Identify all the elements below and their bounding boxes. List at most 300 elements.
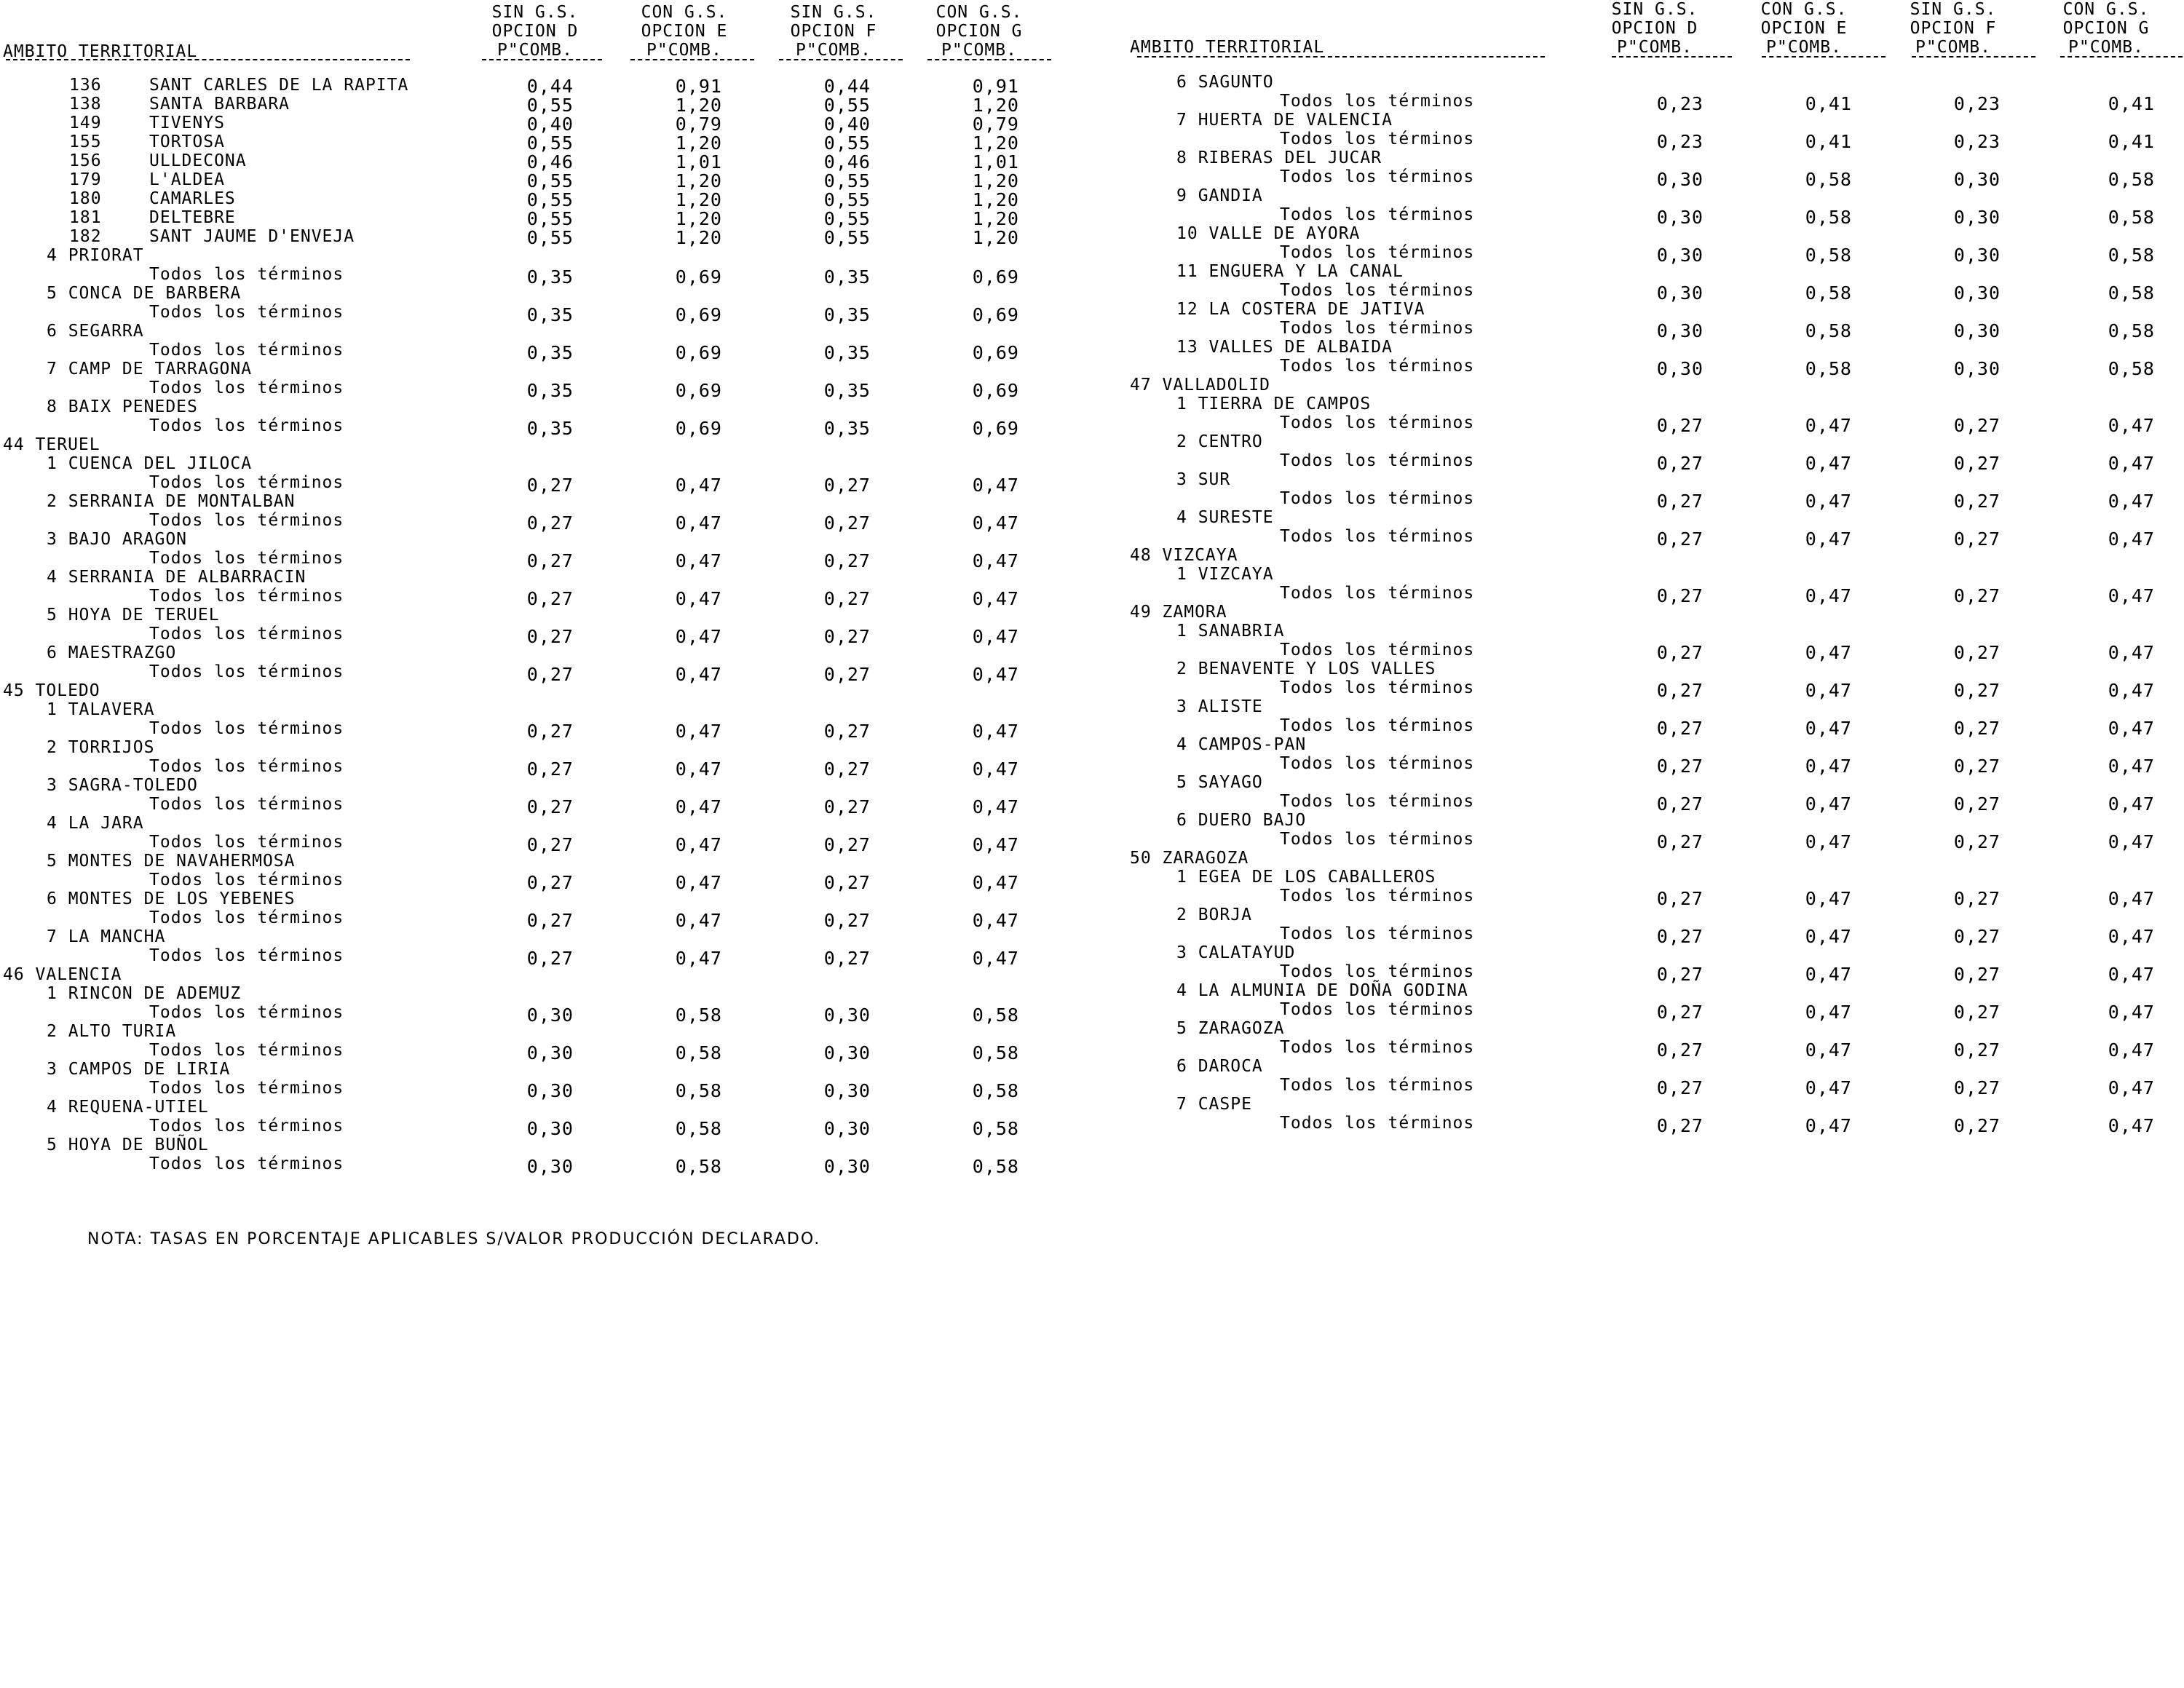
term-label: Todos los términos bbox=[1280, 1038, 1475, 1057]
table-row bbox=[0, 908, 1085, 931]
rate-cell-g: 0,47 bbox=[2108, 1039, 2155, 1061]
comarca-label: 2 CENTRO bbox=[1176, 432, 1263, 451]
term-label: Todos los términos bbox=[1280, 754, 1475, 773]
term-label: Todos los términos bbox=[1280, 281, 1475, 300]
table-row bbox=[0, 871, 1085, 893]
ambito-header: AMBITO TERRITORIAL bbox=[1130, 38, 1325, 57]
col-header-f: SIN G.S. OPCION F P"COMB. bbox=[1910, 0, 1997, 57]
rate-cell-d: 0,27 bbox=[526, 664, 574, 685]
rate-cell-f: 0,23 bbox=[1953, 93, 2001, 114]
comarca-row bbox=[0, 927, 1085, 946]
table-row bbox=[1127, 413, 2184, 436]
rate-cell-e: 0,58 bbox=[1805, 358, 1852, 379]
rate-cell-g: 0,58 bbox=[972, 1156, 1019, 1177]
rate-cell-e: 0,47 bbox=[1805, 964, 1852, 985]
table-row bbox=[1127, 205, 2184, 228]
comarca-label: 1 EGEA DE LOS CABALLEROS bbox=[1176, 868, 1436, 887]
rate-cell-g: 0,47 bbox=[2108, 888, 2155, 909]
rate-cell-f: 0,27 bbox=[1953, 718, 2001, 739]
comarca-label: 1 SANABRIA bbox=[1176, 622, 1285, 641]
term-label: Todos los términos bbox=[149, 1079, 344, 1098]
table-row bbox=[0, 625, 1085, 647]
rate-cell-d: 0,27 bbox=[1656, 528, 1704, 550]
rate-cell-g: 0,47 bbox=[2108, 642, 2155, 663]
rate-cell-f: 0,27 bbox=[1953, 1039, 2001, 1061]
table-row bbox=[0, 379, 1085, 401]
rate-cell-f: 0,27 bbox=[1953, 680, 2001, 701]
rate-cell-d: 0,27 bbox=[526, 512, 574, 534]
rate-cell-e: 0,69 bbox=[675, 418, 722, 439]
rate-cell-f: 0,30 bbox=[823, 1080, 871, 1101]
comarca-label: 7 HUERTA DE VALENCIA bbox=[1176, 111, 1393, 130]
comarca-row bbox=[1127, 432, 2184, 451]
rate-cell-e: 0,47 bbox=[675, 948, 722, 969]
rate-cell-f: 0,27 bbox=[1953, 831, 2001, 852]
comarca-label: 1 TALAVERA bbox=[47, 700, 155, 719]
comarca-label: 4 PRIORAT bbox=[47, 246, 144, 265]
rate-cell-e: 0,47 bbox=[675, 758, 722, 780]
right-table bbox=[1127, 0, 2184, 1136]
rate-cell-d: 0,27 bbox=[1656, 718, 1704, 739]
comarca-label: 5 HOYA DE BUÑOL bbox=[47, 1136, 209, 1154]
province-row bbox=[1127, 849, 2184, 868]
term-label: CAMARLES bbox=[149, 189, 236, 208]
rate-cell-g: 0,47 bbox=[972, 834, 1019, 855]
header-rule bbox=[482, 59, 602, 60]
comarca-label: 6 MONTES DE LOS YEBENES bbox=[47, 889, 296, 908]
rate-cell-f: 0,27 bbox=[823, 664, 871, 685]
comarca-label: 5 MONTES DE NAVAHERMOSA bbox=[47, 852, 296, 871]
term-label: L'ALDEA bbox=[149, 170, 225, 189]
rate-cell-e: 0,47 bbox=[1805, 415, 1852, 436]
rate-cell-e: 1,20 bbox=[675, 95, 722, 116]
province-label: 45 TOLEDO bbox=[3, 681, 100, 700]
term-label: Todos los términos bbox=[1280, 924, 1475, 943]
rate-cell-d: 0,27 bbox=[1656, 1077, 1704, 1098]
comarca-label: 2 TORRIJOS bbox=[47, 738, 155, 757]
rate-cell-g: 1,20 bbox=[972, 132, 1019, 154]
rate-cell-d: 0,27 bbox=[1656, 831, 1704, 852]
term-label: Todos los términos bbox=[149, 416, 344, 435]
rate-cell-d: 0,30 bbox=[1656, 169, 1704, 190]
table-row bbox=[0, 265, 1085, 288]
comarca-label: 1 RINCON DE ADEMUZ bbox=[47, 984, 242, 1003]
rate-cell-e: 1,20 bbox=[675, 170, 722, 191]
table-row bbox=[1127, 357, 2184, 379]
municipio-code: 179 bbox=[69, 170, 102, 189]
rate-cell-e: 0,47 bbox=[1805, 756, 1852, 777]
term-label: Todos los términos bbox=[149, 795, 344, 814]
rate-cell-e: 0,91 bbox=[675, 76, 722, 97]
table-row bbox=[0, 662, 1085, 685]
comarca-label: 2 ALTO TURIA bbox=[47, 1022, 177, 1041]
comarca-label: 6 MAESTRAZGO bbox=[47, 643, 177, 662]
comarca-row bbox=[0, 606, 1085, 625]
comarca-row bbox=[1127, 148, 2184, 167]
table-row bbox=[0, 95, 1085, 114]
rate-cell-d: 0,27 bbox=[1656, 642, 1704, 663]
rate-cell-e: 0,47 bbox=[675, 550, 722, 571]
comarca-row bbox=[1127, 262, 2184, 281]
header-rule bbox=[779, 59, 903, 60]
rate-cell-g: 1,20 bbox=[972, 170, 1019, 191]
table-row bbox=[1127, 243, 2184, 266]
term-label: Todos los términos bbox=[1280, 413, 1475, 432]
comarca-label: 3 ALISTE bbox=[1176, 697, 1263, 716]
rate-cell-e: 0,47 bbox=[675, 588, 722, 609]
table-row bbox=[1127, 887, 2184, 909]
comarca-label: 3 BAJO ARAGON bbox=[47, 530, 188, 549]
comarca-row bbox=[0, 776, 1085, 795]
rate-cell-e: 0,69 bbox=[675, 380, 722, 401]
comarca-row bbox=[1127, 73, 2184, 92]
rate-cell-g: 0,47 bbox=[2108, 1002, 2155, 1023]
rate-cell-e: 0,58 bbox=[675, 1118, 722, 1139]
comarca-label: 2 BENAVENTE Y LOS VALLES bbox=[1176, 659, 1436, 678]
rate-cell-g: 0,47 bbox=[2108, 964, 2155, 985]
rate-cell-d: 0,55 bbox=[526, 208, 574, 229]
table-row bbox=[1127, 830, 2184, 852]
rate-cell-g: 0,47 bbox=[2108, 415, 2155, 436]
province-row bbox=[0, 435, 1085, 454]
table-row bbox=[0, 473, 1085, 496]
comarca-label: 2 SERRANIA DE MONTALBAN bbox=[47, 492, 296, 511]
term-label: SANT CARLES DE LA RAPITA bbox=[149, 76, 409, 95]
term-label: Todos los términos bbox=[149, 908, 344, 927]
rate-cell-d: 0,46 bbox=[526, 151, 574, 173]
rate-cell-g: 0,41 bbox=[2108, 93, 2155, 114]
rate-cell-g: 0,58 bbox=[2108, 358, 2155, 379]
rate-cell-f: 0,27 bbox=[1953, 964, 2001, 985]
rate-cell-g: 0,47 bbox=[972, 721, 1019, 742]
rate-cell-e: 0,47 bbox=[1805, 926, 1852, 947]
rate-cell-g: 0,58 bbox=[2108, 169, 2155, 190]
table-row bbox=[0, 132, 1085, 154]
comarca-label: 11 ENGUERA Y LA CANAL bbox=[1176, 262, 1404, 281]
rate-cell-f: 0,27 bbox=[1953, 756, 2001, 777]
rate-cell-d: 0,27 bbox=[1656, 793, 1704, 815]
rate-cell-f: 0,27 bbox=[823, 796, 871, 817]
table-header bbox=[1127, 0, 2184, 67]
term-label: Todos los términos bbox=[149, 1117, 344, 1136]
rate-cell-e: 0,58 bbox=[1805, 207, 1852, 228]
comarca-row bbox=[0, 530, 1085, 549]
rate-cell-f: 0,27 bbox=[823, 872, 871, 893]
comarca-row bbox=[0, 700, 1085, 719]
col-header-f: SIN G.S. OPCION F P"COMB. bbox=[790, 3, 877, 60]
rate-cell-e: 1,20 bbox=[675, 227, 722, 248]
table-row bbox=[0, 1154, 1085, 1177]
rate-cell-e: 0,47 bbox=[675, 664, 722, 685]
rate-cell-f: 0,27 bbox=[1953, 491, 2001, 512]
comarca-label: 4 REQUENA-UTIEL bbox=[47, 1098, 209, 1117]
term-label: Todos los términos bbox=[149, 379, 344, 397]
comarca-row bbox=[1127, 338, 2184, 357]
table-row bbox=[1127, 1000, 2184, 1023]
term-label: ULLDECONA bbox=[149, 151, 247, 170]
rate-cell-f: 0,55 bbox=[823, 95, 871, 116]
rate-cell-d: 0,30 bbox=[526, 1156, 574, 1177]
comarca-label: 3 SAGRA-TOLEDO bbox=[47, 776, 198, 795]
rate-cell-g: 0,47 bbox=[2108, 1077, 2155, 1098]
table-row bbox=[0, 757, 1085, 780]
term-label: Todos los términos bbox=[1280, 243, 1475, 262]
term-label: Todos los términos bbox=[1280, 1114, 1475, 1133]
term-label: Todos los términos bbox=[1280, 716, 1475, 735]
comarca-label: 5 CONCA DE BARBERA bbox=[47, 284, 242, 303]
comarca-row bbox=[0, 492, 1085, 511]
comarca-label: 5 HOYA DE TERUEL bbox=[47, 606, 220, 625]
rate-cell-f: 0,27 bbox=[1953, 453, 2001, 474]
comarca-row bbox=[1127, 111, 2184, 130]
rate-cell-g: 0,69 bbox=[972, 304, 1019, 325]
rate-cell-f: 0,46 bbox=[823, 151, 871, 173]
rate-cell-f: 0,35 bbox=[823, 342, 871, 363]
rate-cell-f: 0,30 bbox=[823, 1042, 871, 1063]
comarca-row bbox=[1127, 906, 2184, 924]
comarca-row bbox=[1127, 659, 2184, 678]
table-row bbox=[0, 416, 1085, 439]
comarca-row bbox=[1127, 943, 2184, 962]
municipio-code: 149 bbox=[69, 114, 102, 132]
comarca-label: 5 ZARAGOZA bbox=[1176, 1019, 1285, 1038]
rate-cell-e: 0,47 bbox=[675, 512, 722, 534]
term-label: Todos los términos bbox=[1280, 167, 1475, 186]
rate-cell-e: 0,47 bbox=[675, 910, 722, 931]
comarca-row bbox=[0, 1136, 1085, 1154]
rate-cell-f: 0,30 bbox=[1953, 245, 2001, 266]
rate-cell-g: 0,47 bbox=[972, 626, 1019, 647]
rate-cell-f: 0,44 bbox=[823, 76, 871, 97]
rate-cell-e: 0,58 bbox=[1805, 245, 1852, 266]
comarca-row bbox=[0, 1022, 1085, 1041]
rate-cell-d: 0,40 bbox=[526, 114, 574, 135]
rate-cell-g: 0,41 bbox=[2108, 131, 2155, 152]
rate-cell-d: 0,27 bbox=[526, 475, 574, 496]
term-label: Todos los términos bbox=[149, 511, 344, 530]
rate-cell-d: 0,55 bbox=[526, 189, 574, 210]
rate-cell-d: 0,27 bbox=[526, 948, 574, 969]
province-label: 49 ZAMORA bbox=[1130, 603, 1227, 622]
comarca-label: 6 DUERO BAJO bbox=[1176, 811, 1307, 830]
table-body bbox=[1127, 73, 2184, 1136]
municipio-code: 181 bbox=[69, 208, 102, 227]
header-rule bbox=[1762, 56, 1886, 58]
table-row bbox=[1127, 489, 2184, 512]
comarca-row bbox=[0, 1098, 1085, 1117]
term-label: Todos los términos bbox=[149, 473, 344, 492]
rate-cell-g: 0,47 bbox=[2108, 793, 2155, 815]
rate-cell-f: 0,30 bbox=[1953, 358, 2001, 379]
rate-cell-f: 0,27 bbox=[823, 550, 871, 571]
table-row bbox=[0, 946, 1085, 969]
term-label: Todos los términos bbox=[1280, 92, 1475, 111]
comarca-label: 7 CASPE bbox=[1176, 1095, 1252, 1114]
rate-cell-d: 0,35 bbox=[526, 342, 574, 363]
rate-cell-d: 0,30 bbox=[1656, 282, 1704, 304]
table-row bbox=[1127, 678, 2184, 701]
rate-cell-d: 0,27 bbox=[526, 758, 574, 780]
rate-cell-e: 0,69 bbox=[675, 342, 722, 363]
table-row bbox=[0, 795, 1085, 817]
term-label: Todos los términos bbox=[149, 549, 344, 568]
term-label: DELTEBRE bbox=[149, 208, 236, 227]
term-label: Todos los términos bbox=[149, 303, 344, 322]
rate-cell-f: 0,27 bbox=[1953, 415, 2001, 436]
rate-cell-g: 0,58 bbox=[972, 1042, 1019, 1063]
table-row bbox=[1127, 1038, 2184, 1061]
municipio-code: 156 bbox=[69, 151, 102, 170]
table-row bbox=[1127, 451, 2184, 474]
rate-cell-f: 0,27 bbox=[1953, 888, 2001, 909]
rate-cell-g: 0,69 bbox=[972, 380, 1019, 401]
rate-cell-d: 0,27 bbox=[1656, 680, 1704, 701]
term-label: Todos los términos bbox=[1280, 205, 1475, 224]
comarca-row bbox=[1127, 868, 2184, 887]
rate-cell-f: 0,35 bbox=[823, 418, 871, 439]
rate-cell-d: 0,27 bbox=[1656, 926, 1704, 947]
term-label: Todos los términos bbox=[149, 341, 344, 360]
rate-cell-f: 0,27 bbox=[823, 910, 871, 931]
term-label: Todos los términos bbox=[1280, 130, 1475, 148]
col-header-d: SIN G.S. OPCION D P"COMB. bbox=[491, 3, 579, 60]
comarca-row bbox=[0, 284, 1085, 303]
rate-cell-e: 0,47 bbox=[1805, 831, 1852, 852]
rate-cell-d: 0,30 bbox=[526, 1042, 574, 1063]
comarca-label: 3 CALATAYUD bbox=[1176, 943, 1296, 962]
comarca-label: 12 LA COSTERA DE JATIVA bbox=[1176, 300, 1425, 319]
rate-cell-e: 0,47 bbox=[1805, 453, 1852, 474]
rate-cell-e: 0,47 bbox=[675, 796, 722, 817]
table-row bbox=[0, 189, 1085, 208]
province-label: 47 VALLADOLID bbox=[1130, 376, 1271, 395]
rate-cell-d: 0,30 bbox=[1656, 207, 1704, 228]
rate-cell-f: 0,30 bbox=[823, 1005, 871, 1026]
rate-cell-e: 1,20 bbox=[675, 132, 722, 154]
term-label: Todos los términos bbox=[1280, 357, 1475, 376]
term-label: Todos los términos bbox=[1280, 584, 1475, 603]
comarca-row bbox=[0, 738, 1085, 757]
rate-cell-d: 0,30 bbox=[1656, 245, 1704, 266]
rate-cell-e: 0,69 bbox=[675, 304, 722, 325]
header-rule bbox=[1912, 56, 2035, 58]
rate-cell-g: 0,91 bbox=[972, 76, 1019, 97]
rate-cell-e: 0,58 bbox=[675, 1156, 722, 1177]
table-row bbox=[0, 719, 1085, 742]
comarca-label: 8 RIBERAS DEL JUCAR bbox=[1176, 148, 1382, 167]
rate-cell-d: 0,27 bbox=[526, 626, 574, 647]
col-header-e: CON G.S. OPCION E P"COMB. bbox=[641, 3, 728, 60]
rate-cell-f: 0,30 bbox=[823, 1118, 871, 1139]
rate-cell-e: 0,58 bbox=[675, 1042, 722, 1063]
rate-cell-d: 0,27 bbox=[1656, 1002, 1704, 1023]
rate-cell-g: 0,58 bbox=[2108, 245, 2155, 266]
rate-cell-g: 0,47 bbox=[972, 550, 1019, 571]
comarca-row bbox=[0, 360, 1085, 379]
header-rule bbox=[927, 59, 1051, 60]
rate-cell-g: 0,47 bbox=[972, 664, 1019, 685]
rate-cell-e: 1,01 bbox=[675, 151, 722, 173]
rate-cell-d: 0,27 bbox=[526, 910, 574, 931]
rate-cell-e: 0,47 bbox=[675, 872, 722, 893]
term-label: Todos los términos bbox=[1280, 792, 1475, 811]
header-rule bbox=[6, 59, 410, 60]
comarca-row bbox=[1127, 470, 2184, 489]
rate-cell-d: 0,30 bbox=[526, 1005, 574, 1026]
rate-cell-d: 0,23 bbox=[1656, 131, 1704, 152]
province-label: 50 ZARAGOZA bbox=[1130, 849, 1249, 868]
table-row bbox=[0, 208, 1085, 227]
rate-cell-g: 0,69 bbox=[972, 418, 1019, 439]
rate-cell-d: 0,30 bbox=[526, 1118, 574, 1139]
rate-cell-g: 0,47 bbox=[2108, 491, 2155, 512]
rate-cell-e: 0,47 bbox=[675, 721, 722, 742]
rate-cell-f: 0,27 bbox=[823, 626, 871, 647]
comarca-label: 7 LA MANCHA bbox=[47, 927, 166, 946]
province-label: 48 VIZCAYA bbox=[1130, 546, 1238, 565]
table-row bbox=[1127, 167, 2184, 190]
table-header bbox=[0, 0, 1085, 67]
rate-cell-d: 0,27 bbox=[1656, 453, 1704, 474]
rate-cell-g: 0,58 bbox=[2108, 320, 2155, 341]
rate-cell-g: 0,47 bbox=[2108, 585, 2155, 606]
comarca-label: 6 SAGUNTO bbox=[1176, 73, 1274, 92]
table-row bbox=[1127, 92, 2184, 114]
table-row bbox=[0, 587, 1085, 609]
rate-cell-e: 0,47 bbox=[1805, 1077, 1852, 1098]
rate-cell-d: 0,27 bbox=[1656, 1115, 1704, 1136]
comarca-label: 1 TIERRA DE CAMPOS bbox=[1176, 395, 1372, 413]
rate-cell-f: 0,40 bbox=[823, 114, 871, 135]
comarca-row bbox=[0, 643, 1085, 662]
rate-cell-f: 0,27 bbox=[1953, 1077, 2001, 1098]
rate-cell-f: 0,55 bbox=[823, 170, 871, 191]
table-row bbox=[1127, 641, 2184, 663]
table-row bbox=[0, 114, 1085, 135]
rate-cell-f: 0,27 bbox=[823, 512, 871, 534]
rate-cell-g: 0,47 bbox=[972, 910, 1019, 931]
rate-cell-f: 0,35 bbox=[823, 266, 871, 288]
comarca-label: 1 CUENCA DEL JILOCA bbox=[47, 454, 253, 473]
rate-cell-d: 0,27 bbox=[1656, 756, 1704, 777]
rate-cell-d: 0,44 bbox=[526, 76, 574, 97]
rate-cell-g: 0,69 bbox=[972, 342, 1019, 363]
rate-cell-f: 0,23 bbox=[1953, 131, 2001, 152]
header-rule bbox=[630, 59, 754, 60]
rate-cell-d: 0,27 bbox=[526, 796, 574, 817]
rate-cell-f: 0,27 bbox=[1953, 1115, 2001, 1136]
col-header-g: CON G.S. OPCION G P"COMB. bbox=[935, 3, 1023, 60]
term-label: Todos los términos bbox=[1280, 489, 1475, 508]
term-label: Todos los términos bbox=[149, 946, 344, 965]
rate-cell-d: 0,35 bbox=[526, 380, 574, 401]
comarca-row bbox=[1127, 697, 2184, 716]
province-row bbox=[0, 965, 1085, 984]
rate-cell-f: 0,35 bbox=[823, 380, 871, 401]
rate-cell-g: 0,47 bbox=[972, 588, 1019, 609]
term-label: Todos los términos bbox=[1280, 319, 1475, 338]
rate-cell-d: 0,27 bbox=[526, 588, 574, 609]
rate-cell-g: 1,20 bbox=[972, 189, 1019, 210]
table-row bbox=[1127, 962, 2184, 985]
rate-cell-f: 0,55 bbox=[823, 227, 871, 248]
term-label: Todos los términos bbox=[149, 1154, 344, 1173]
term-label: Todos los términos bbox=[1280, 678, 1475, 697]
rate-cell-g: 1,01 bbox=[972, 151, 1019, 173]
municipio-code: 182 bbox=[69, 227, 102, 246]
comarca-row bbox=[1127, 300, 2184, 319]
rate-cell-g: 0,58 bbox=[2108, 282, 2155, 304]
